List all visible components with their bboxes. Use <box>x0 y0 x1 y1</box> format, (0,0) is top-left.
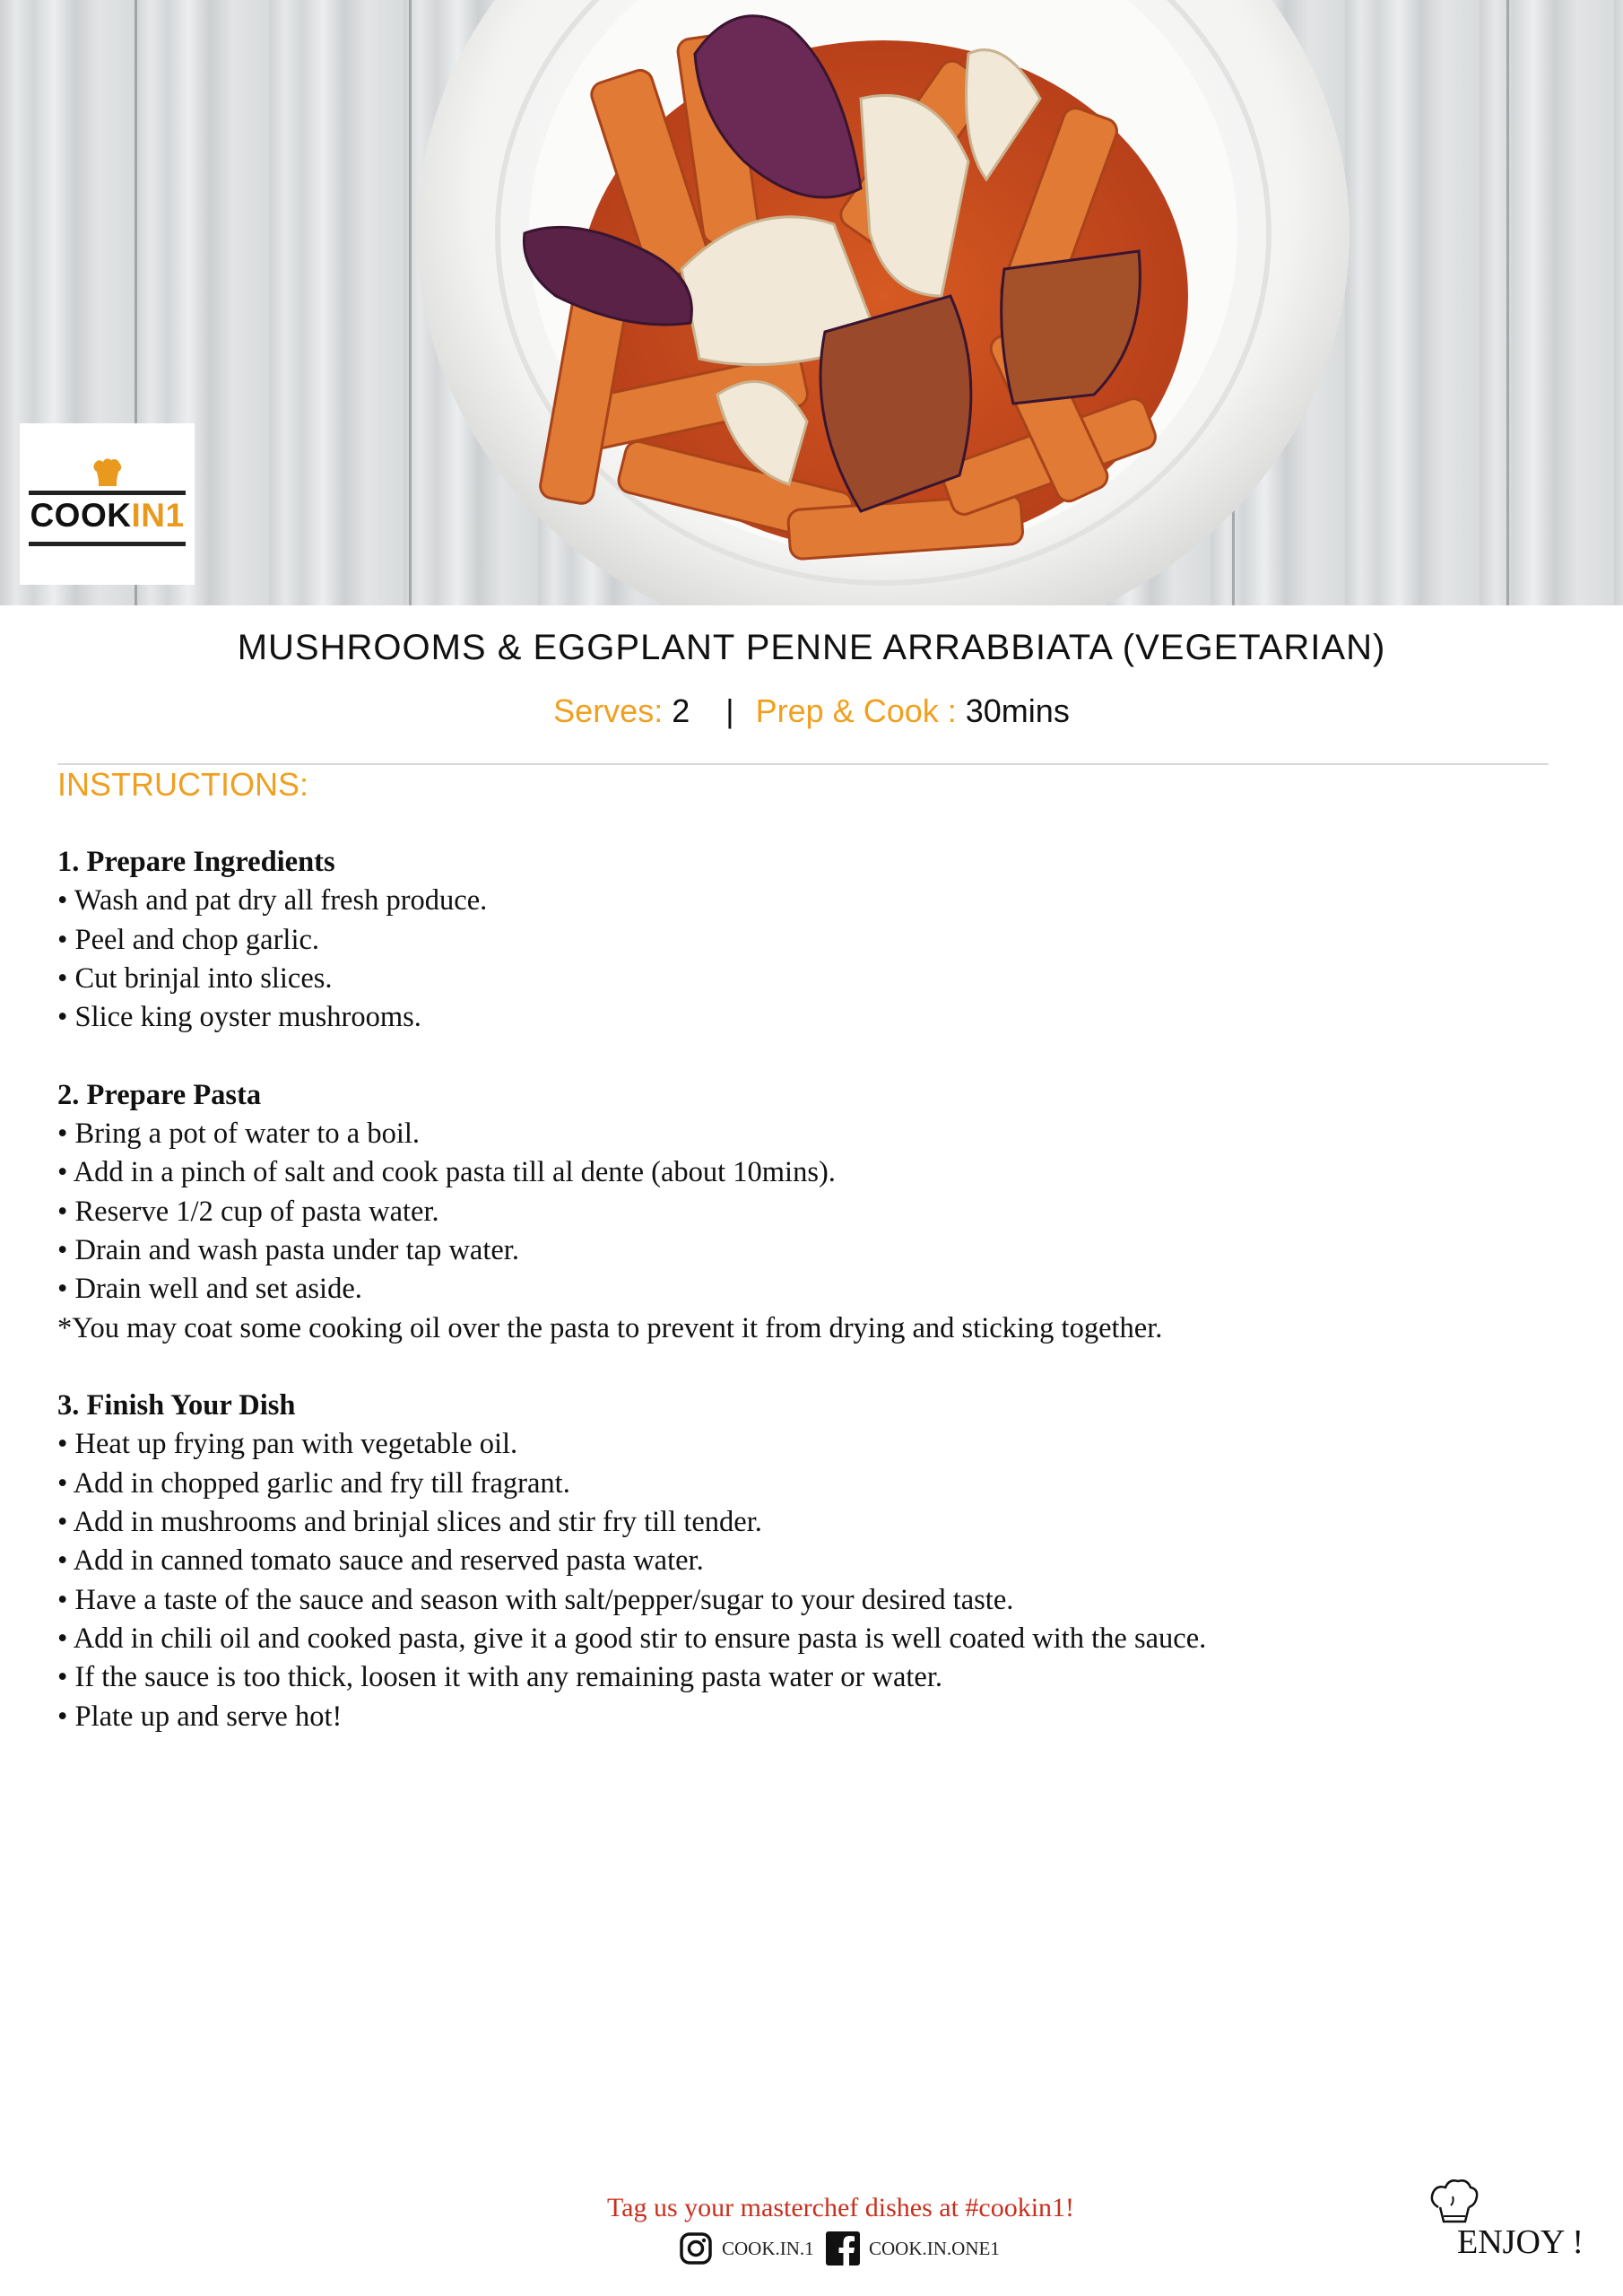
step-title: 3. Finish Your Dish <box>57 1389 296 1422</box>
step-line: • Cut brinjal into slices. <box>57 961 333 995</box>
facebook-handle: COOK.IN.ONE1 <box>869 2237 1000 2259</box>
recipe-meta <box>0 692 1623 730</box>
step-line: • Add in chopped garlic and fry till fragrant. <box>57 1466 570 1500</box>
hero-photo <box>0 0 1623 605</box>
logo-bottom-rule <box>29 542 186 546</box>
step-line: • Bring a pot of water to a boil. <box>57 1118 420 1151</box>
step-line: • Drain and wash pasta under tap water. <box>57 1233 519 1266</box>
step-line: • Have a taste of the sauce and season with salt/pepper/sugar to your desired taste. <box>57 1583 1014 1616</box>
enjoy-text: ENJOY ! <box>1457 2223 1584 2261</box>
prep-label: Prep & Cook : <box>755 692 957 729</box>
step-line: • If the sauce is too thick, loosen it with any remaining pasta water or water. <box>57 1661 942 1694</box>
pasta-plate-illustration <box>0 0 1623 605</box>
facebook-icon <box>826 2231 860 2266</box>
instagram-link[interactable] <box>679 2231 814 2266</box>
instructions-heading: INSTRUCTIONS: <box>57 766 309 803</box>
step-line: • Add in chili oil and cooked pasta, give it a good stir to ensure pasta is well coated with the sauce. <box>57 1622 1207 1655</box>
step-line: • Drain well and set aside. <box>57 1273 362 1306</box>
step-line: • Peel and chop garlic. <box>57 923 320 956</box>
cookin1-logo <box>20 423 195 585</box>
step-line: • Add in a pinch of salt and cook pasta till al dente (about 10mins). <box>57 1156 836 1189</box>
instagram-icon <box>679 2231 713 2266</box>
step-line: • Add in mushrooms and brinjal slices and stir fry till tender. <box>57 1506 762 1539</box>
meta-separator: | <box>725 692 734 729</box>
divider <box>57 763 1549 765</box>
serves-value: 2 <box>672 692 690 729</box>
step-line: • Wash and pat dry all fresh produce. <box>57 884 488 918</box>
prep-value: 30mins <box>965 692 1070 729</box>
step-line: • Slice king oyster mushrooms. <box>57 1001 421 1034</box>
step-line: • Plate up and serve hot! <box>57 1700 343 1733</box>
facebook-link[interactable] <box>826 2231 1000 2266</box>
logo-wordmark: COOKIN1 <box>30 497 185 534</box>
step-line: • Reserve 1/2 cup of pasta water. <box>57 1195 439 1228</box>
footer-tagline: Tag us your masterchef dishes at #cookin1! <box>606 2193 1075 2222</box>
step-title: 2. Prepare Pasta <box>57 1078 262 1111</box>
instructions-list <box>57 843 1582 1775</box>
step-section <box>57 843 1582 1037</box>
step-note: *You may coat some cooking oil over the pasta to prevent it from drying and sticking together. <box>57 1311 1163 1344</box>
step-title: 1. Prepare Ingredients <box>57 846 335 878</box>
logo-chef-hat-icon <box>91 457 124 488</box>
step-section <box>57 1387 1582 1736</box>
step-line: • Heat up frying pan with vegetable oil. <box>57 1428 518 1461</box>
step-line: • Add in canned tomato sauce and reserved pasta water. <box>57 1544 704 1578</box>
instagram-handle: COOK.IN.1 <box>722 2237 814 2259</box>
serves-label: Serves: <box>553 692 664 729</box>
step-section <box>57 1076 1582 1348</box>
recipe-title: MUSHROOMS & EGGPLANT PENNE ARRABBIATA (VEGETARIAN) <box>237 628 1386 667</box>
logo-top-rule <box>29 491 186 495</box>
